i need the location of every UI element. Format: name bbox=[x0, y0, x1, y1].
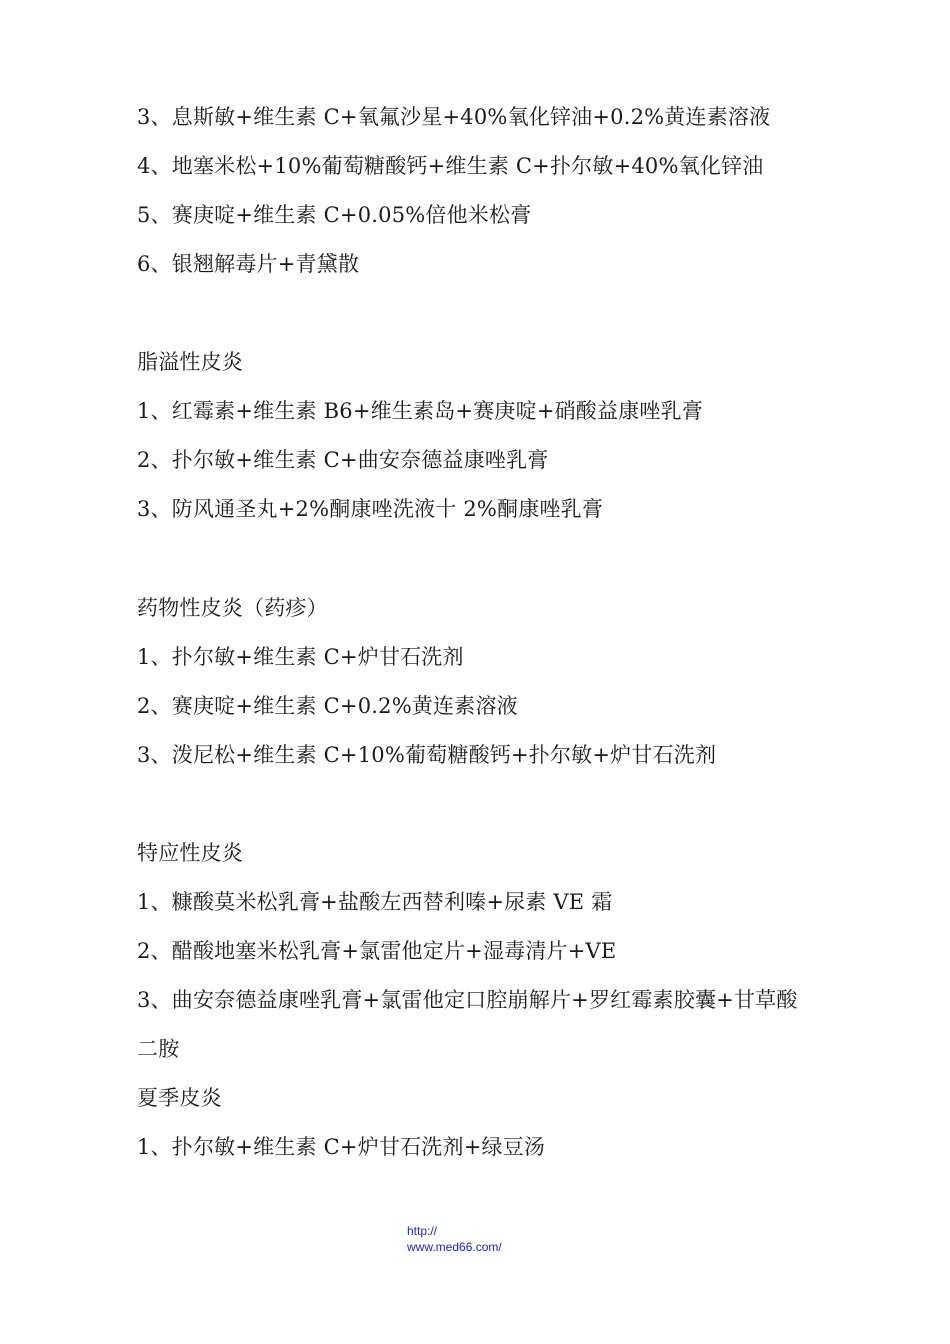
list-item: 1、糠酸莫米松乳膏+盐酸左西替利嗪+尿素 VE 霜 bbox=[137, 890, 613, 914]
list-item-continuation: 二胺 bbox=[137, 1037, 180, 1061]
footer-link-line1[interactable]: http:// bbox=[407, 1224, 438, 1238]
list-item: 1、扑尔敏+维生素 C+炉甘石洗剂+绿豆汤 bbox=[137, 1135, 546, 1159]
section-heading: 夏季皮炎 bbox=[137, 1086, 222, 1110]
list-item: 3、泼尼松+维生素 C+10%葡萄糖酸钙+扑尔敏+炉甘石洗剂 bbox=[137, 743, 717, 767]
list-item: 2、扑尔敏+维生素 C+曲安奈德益康唑乳膏 bbox=[137, 448, 549, 472]
section-heading: 脂溢性皮炎 bbox=[137, 350, 243, 374]
list-item: 4、地塞米松+10%葡萄糖酸钙+维生素 C+扑尔敏+40%氧化锌油 bbox=[137, 154, 764, 178]
list-item: 2、醋酸地塞米松乳膏+氯雷他定片+湿毒清片+VE bbox=[137, 939, 617, 963]
list-item: 2、赛庚啶+维生素 C+0.2%黄连素溶液 bbox=[137, 694, 518, 718]
list-item: 3、曲安奈德益康唑乳膏+氯雷他定口腔崩解片+罗红霉素胶囊+甘草酸 bbox=[137, 988, 798, 1012]
footer-link-line2[interactable]: www.med66.com/ bbox=[407, 1240, 502, 1254]
section-heading: 药物性皮炎（药疹） bbox=[137, 596, 328, 620]
list-item: 5、赛庚啶+维生素 C+0.05%倍他米松膏 bbox=[137, 203, 532, 227]
list-item: 3、防风通圣丸+2%酮康唑洗液十 2%酮康唑乳膏 bbox=[137, 497, 604, 521]
list-item: 6、银翘解毒片+青黛散 bbox=[137, 252, 360, 276]
list-item: 3、息斯敏+维生素 C+氧氟沙星+40%氧化锌油+0.2%黄连素溶液 bbox=[137, 105, 771, 129]
list-item: 1、扑尔敏+维生素 C+炉甘石洗剂 bbox=[137, 645, 464, 669]
list-item: 1、红霉素+维生素 B6+维生素岛+赛庚啶+硝酸益康唑乳膏 bbox=[137, 399, 704, 423]
section-heading: 特应性皮炎 bbox=[137, 841, 243, 865]
